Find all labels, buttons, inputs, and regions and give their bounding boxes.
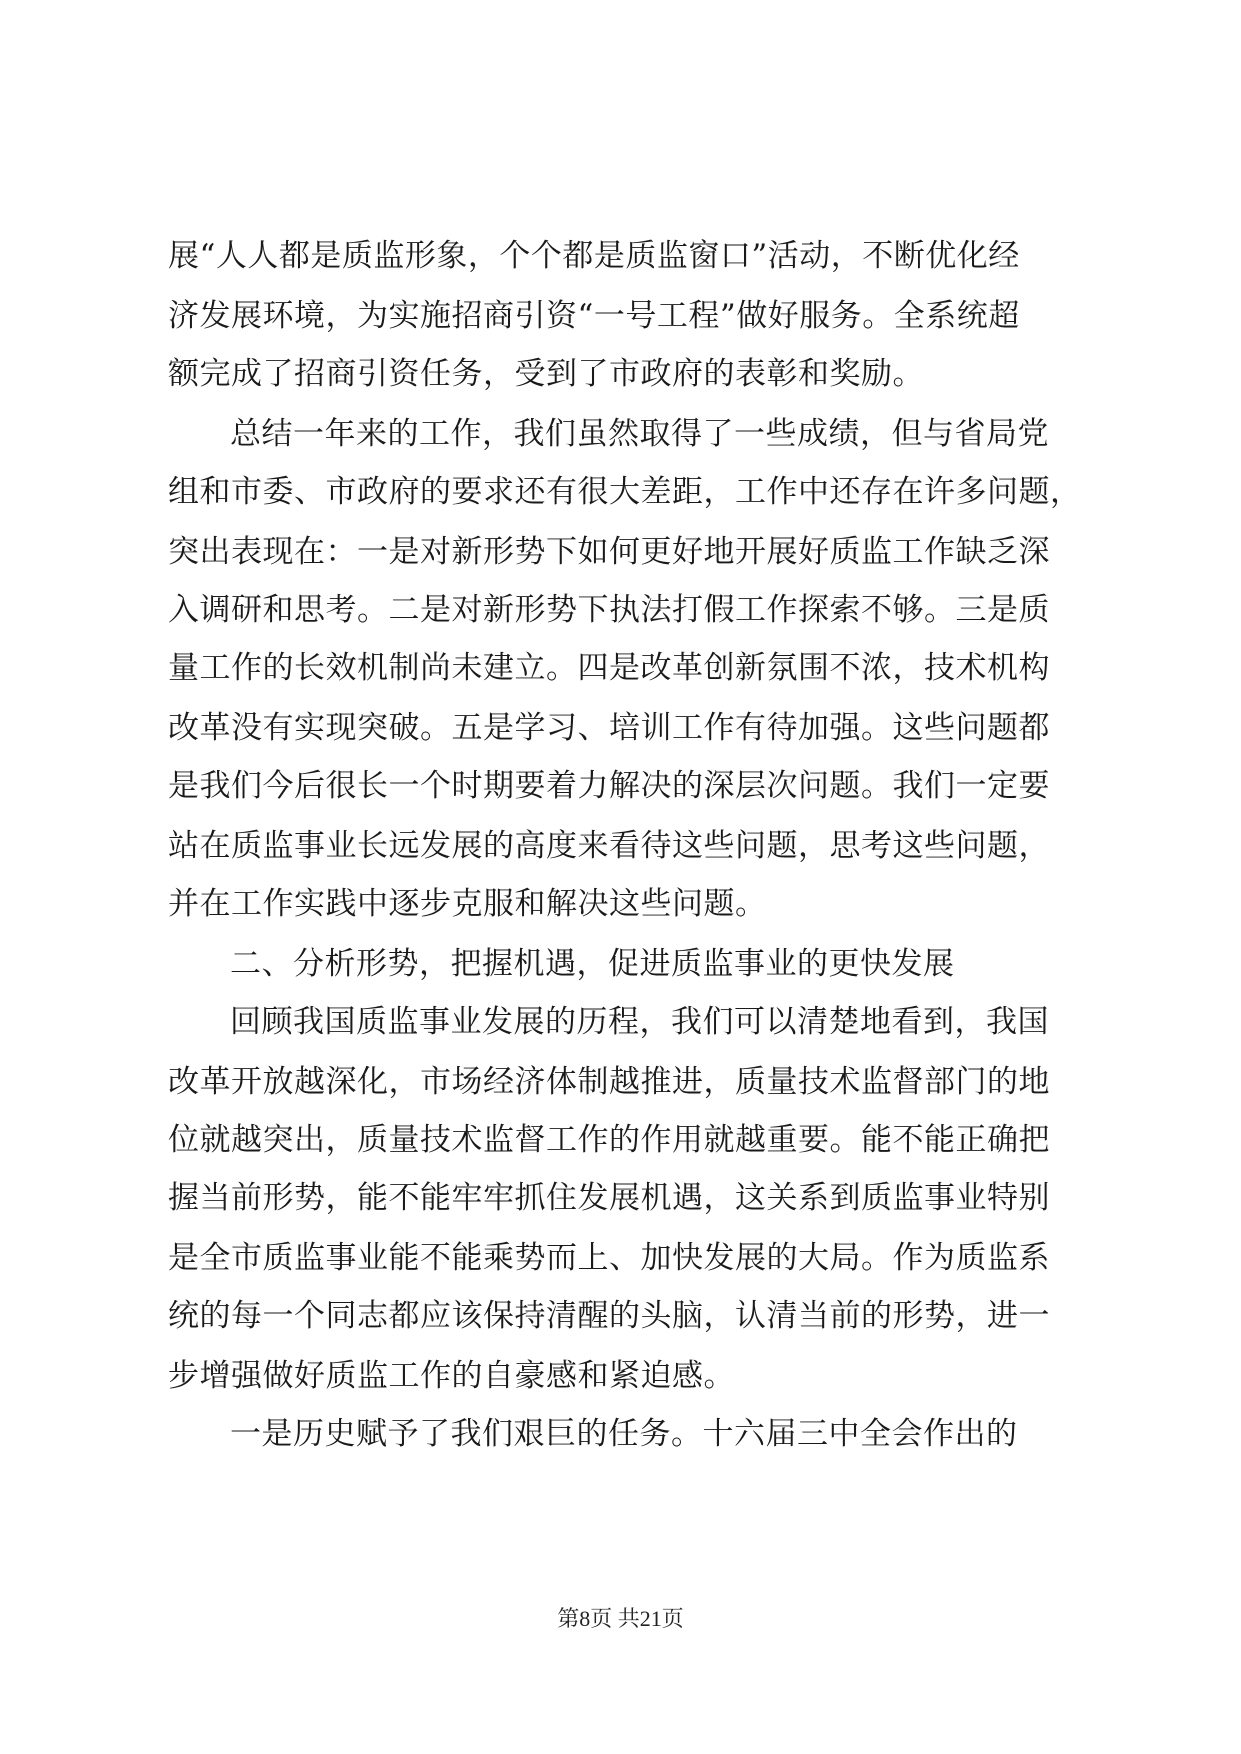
- text-line: 量工作的长效机制尚未建立。四是改革创新氛围不浓，技术机构: [168, 650, 1050, 686]
- text-line: 改革没有实现突破。五是学习、培训工作有待加强。这些问题都: [168, 710, 1050, 746]
- paragraph-start-line: 回顾我国质监事业发展的历程，我们可以清楚地看到，我国: [230, 1004, 1049, 1040]
- page-footer: 第8页 共21页: [557, 1606, 684, 1631]
- text-line: 是我们今后很长一个时期要着力解决的深层次问题。我们一定要: [168, 768, 1050, 804]
- text-line: 并在工作实践中逐步克服和解决这些问题。: [168, 886, 767, 922]
- text-line: 入调研和思考。二是对新形势下执法打假工作探索不够。三是质: [168, 592, 1050, 628]
- text-line: 突出表现在：一是对新形势下如何更好地开展好质监工作缺乏深: [168, 534, 1050, 570]
- text-line: 是全市质监事业能不能乘势而上、加快发展的大局。作为质监系: [168, 1240, 1050, 1276]
- text-line: 额完成了招商引资任务，受到了市政府的表彰和奖励。: [168, 356, 924, 392]
- text-line: 步增强做好质监工作的自豪感和紧迫感。: [168, 1358, 735, 1394]
- text-line: 位就越突出，质量技术监督工作的作用就越重要。能不能正确把: [168, 1122, 1050, 1158]
- text-line: 握当前形势，能不能牢牢抓住发展机遇，这关系到质监事业特别: [168, 1180, 1050, 1216]
- text-line: 展“人人都是质监形象，个个都是质监窗口”活动，不断优化经: [168, 238, 1020, 274]
- text-line: 组和市委、市政府的要求还有很大差距，工作中还存在许多问题，: [168, 474, 1082, 510]
- paragraph-start-line: 一是历史赋予了我们艰巨的任务。十六届三中全会作出的: [230, 1416, 1018, 1452]
- paragraph-start-line: 总结一年来的工作，我们虽然取得了一些成绩，但与省局党: [230, 416, 1049, 452]
- text-line: 站在质监事业长远发展的高度来看待这些问题，思考这些问题，: [168, 828, 1050, 864]
- text-line: 济发展环境，为实施招商引资“一号工程”做好服务。全系统超: [168, 298, 1020, 334]
- text-line: 统的每一个同志都应该保持清醒的头脑，认清当前的形势，进一: [168, 1298, 1050, 1334]
- section-heading: 二、分析形势，把握机遇，促进质监事业的更快发展: [230, 946, 955, 982]
- text-line: 改革开放越深化，市场经济体制越推进，质量技术监督部门的地: [168, 1064, 1050, 1100]
